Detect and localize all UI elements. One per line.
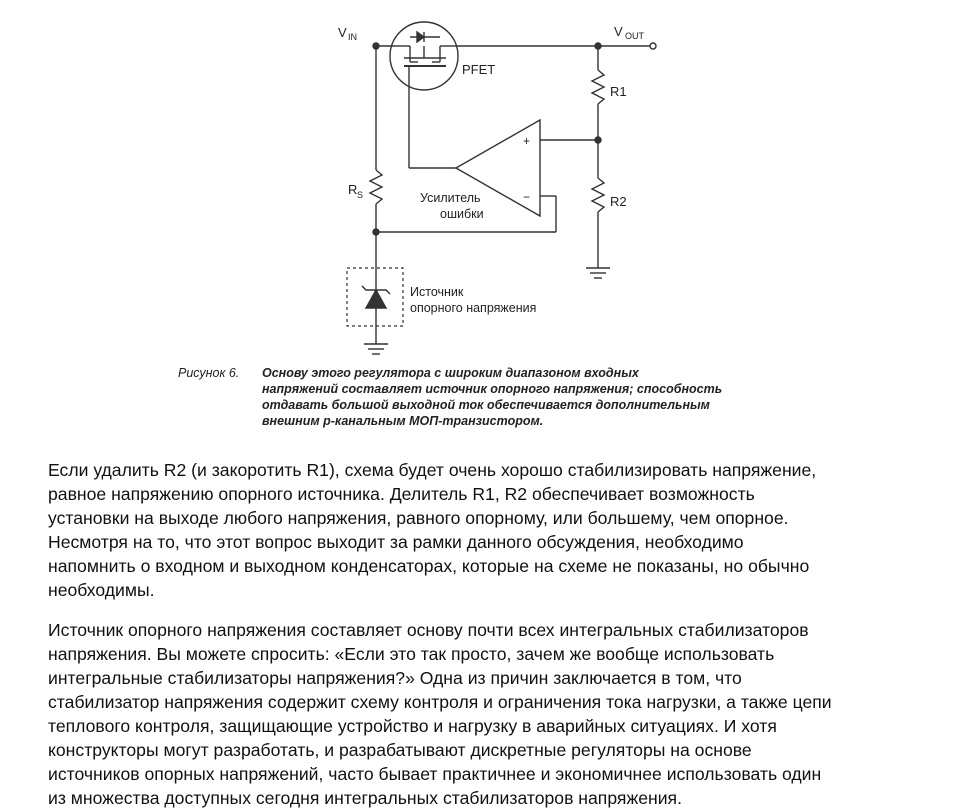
- paragraph-line: установки на выходе любого напряжения, равного опорному, или большему, чем опорное.: [48, 508, 789, 528]
- paragraph-line: источников опорных напряжений, часто бывает практичнее и экономичнее использовать один: [48, 764, 822, 784]
- paragraph-line: интегральные стабилизаторы напряжения?» Одна из причин заключается в том, что: [48, 668, 742, 688]
- caption-line: напряжений составляет источник опорного напряжения; способность: [262, 382, 723, 396]
- r2-label: R2: [610, 194, 627, 209]
- vin-rail: [352, 43, 601, 49]
- caption-line: внешним p-канальным МОП-транзистором.: [262, 414, 544, 428]
- regulator-schematic: [0, 0, 956, 360]
- paragraph-line: Если удалить R2 (и закоротить R1), схема будет очень хорошо стабилизировать напряжение,: [48, 460, 817, 480]
- ref-label-line1: Источник: [410, 285, 464, 299]
- caption-line: Основу этого регулятора с широким диапазоном входных: [262, 366, 639, 380]
- amp-label-line2: ошибки: [440, 207, 484, 221]
- caption-line: отдавать большой выходной ток обеспечивается дополнительным: [262, 398, 710, 412]
- paragraph-line: Источник опорного напряжения составляет основу почти всех интегральных стабилизаторов: [48, 620, 809, 640]
- divider-resistors: [586, 46, 610, 278]
- ref-label-line2: опорного напряжения: [410, 301, 537, 315]
- paragraph-2: [48, 618, 928, 810]
- pfet-label: PFET: [462, 62, 496, 77]
- rs-sub: S: [357, 190, 364, 200]
- pfet-transistor: [390, 22, 458, 168]
- paragraph-line: равное напряжению опорного источника. Делитель R1, R2 обеспечивает возможность: [48, 484, 755, 504]
- amp-plus-label: +: [523, 134, 531, 148]
- paragraph-line: стабилизатор напряжения содержит схему контроля и ограничения тока нагрузки, а также цепи: [48, 692, 832, 712]
- vin-label: V: [338, 25, 347, 40]
- amp-label-line1: Усилитель: [420, 191, 481, 205]
- voltage-reference: [347, 268, 403, 354]
- paragraph-line: теплового контроля, защищающие устройство и нагрузку в аварийных ситуациях. И хотя: [48, 716, 777, 736]
- amp-minus-label: −: [523, 190, 531, 204]
- paragraph-line: необходимы.: [48, 580, 155, 600]
- paragraph-line: напомнить о входном и выходном конденсаторах, которые на схеме не показаны, но обычно: [48, 556, 810, 576]
- vin-sub: IN: [348, 32, 357, 42]
- paragraph-1: [48, 458, 928, 602]
- paragraph-line: Несмотря на то, что этот вопрос выходит за рамки данного обсуждения, необходимо: [48, 532, 744, 552]
- caption-text: [262, 365, 838, 429]
- paragraph-line: конструкторы могут разработать, и разрабатывают дискретные регуляторы на основе: [48, 740, 752, 760]
- vout-sub: OUT: [625, 31, 644, 41]
- caption-label: Рисунок 6.: [178, 366, 240, 380]
- paragraph-line: напряжения. Вы можете спросить: «Если это так просто, зачем же вообще использовать: [48, 644, 775, 664]
- paragraph-line: из множества доступных сегодня интегральных стабилизаторов напряжения.: [48, 788, 682, 808]
- rs-label: R: [348, 182, 358, 197]
- circuit-figure: [0, 0, 956, 360]
- r1-label: R1: [610, 84, 627, 99]
- vout-label: V: [614, 24, 623, 39]
